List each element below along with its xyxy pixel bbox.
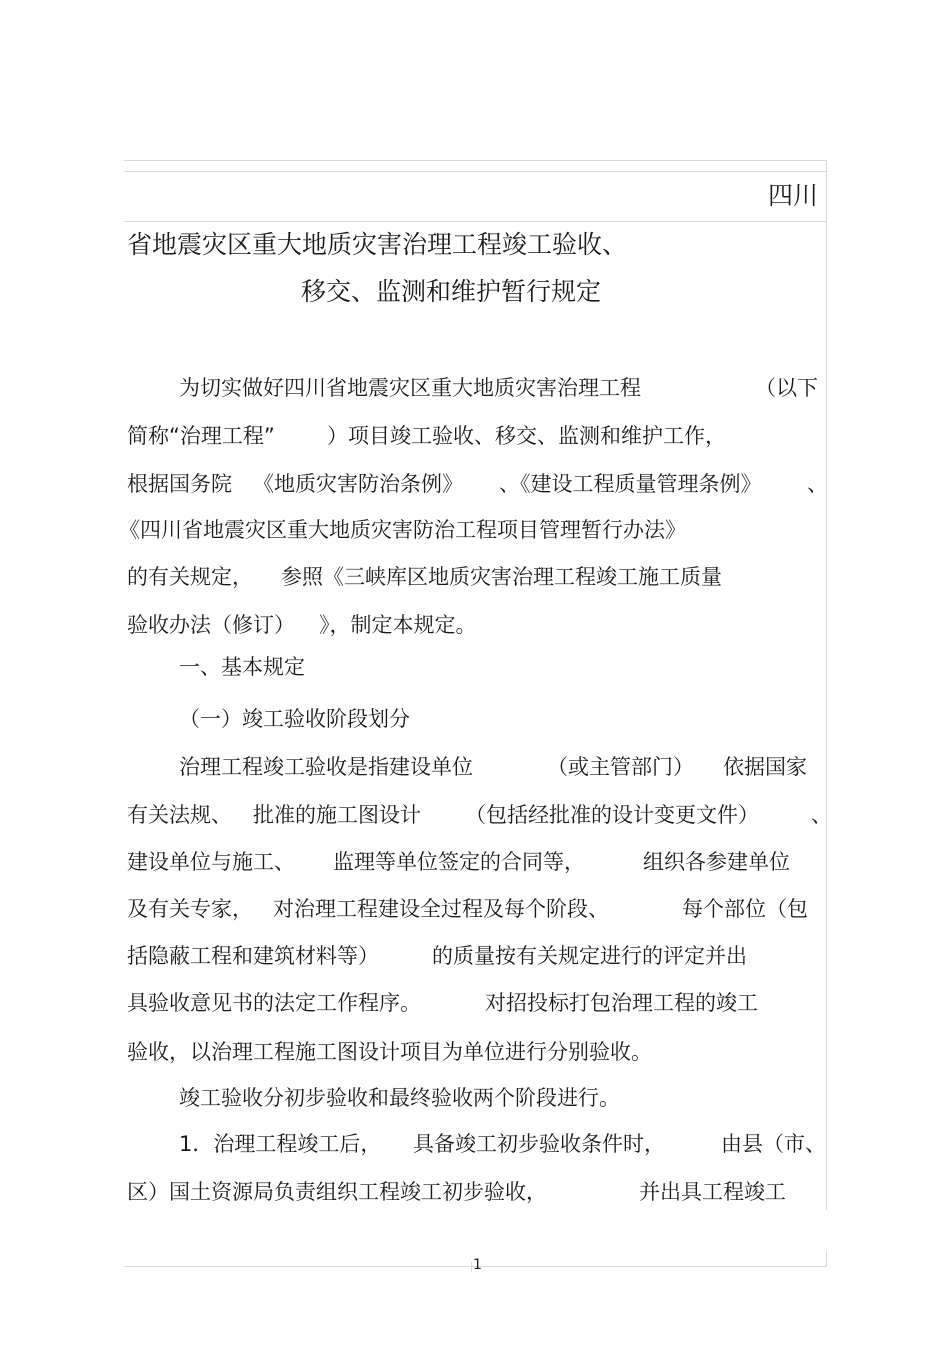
body-line-14 bbox=[127, 983, 827, 1023]
body-text: 对招投标打包治理工程的竣工 bbox=[485, 991, 758, 1015]
body-text: 验收办法（修订） bbox=[127, 613, 295, 637]
header-bottom-rule bbox=[124, 221, 827, 222]
body-line-17 bbox=[127, 1124, 827, 1164]
body-line-4 bbox=[119, 510, 827, 550]
body-text: 对治理工程建设全过程及每个阶段、 bbox=[273, 897, 609, 921]
body-text: 治理工程竣工验收是指建设单位 bbox=[179, 755, 473, 779]
body-text: 简称“治理工程” bbox=[127, 424, 275, 448]
body-line-18 bbox=[127, 1172, 827, 1212]
header-title-start: 四川 bbox=[768, 181, 819, 210]
body-text: 为切实做好四川省地震灾区重大地质灾害治理工程 bbox=[179, 376, 641, 400]
body-text: 具备竣工初步验收条件时， bbox=[413, 1132, 665, 1156]
body-text: 有关法规、 bbox=[127, 803, 232, 827]
body-text: 根据国务院 bbox=[127, 472, 232, 496]
body-text: 、 bbox=[811, 803, 832, 827]
body-line-11 bbox=[127, 842, 827, 882]
section-heading: 一、基本规定 bbox=[179, 655, 305, 679]
body-text: 批准的施工图设计 bbox=[253, 803, 421, 827]
body-line-2 bbox=[127, 416, 827, 456]
body-text: 的有关规定， bbox=[127, 565, 253, 589]
body-text: 及有关专家， bbox=[127, 897, 253, 921]
top-rule-1 bbox=[124, 160, 827, 161]
body-line-3 bbox=[127, 464, 827, 504]
body-line-5 bbox=[127, 557, 827, 597]
body-line-6 bbox=[127, 605, 827, 645]
body-line-10 bbox=[127, 795, 832, 835]
body-text: （或主管部门） bbox=[547, 755, 694, 779]
body-text: 、《建设工程质量管理条例》 bbox=[499, 472, 762, 496]
doc-title-line-2 bbox=[127, 272, 827, 312]
body-text: 区）国土资源局负责组织工程竣工初步验收， bbox=[127, 1180, 547, 1204]
body-line-15 bbox=[127, 1032, 827, 1072]
body-text: 括隐蔽工程和建筑材料等） bbox=[127, 944, 379, 968]
body-text: 《地质灾害防治条例》 bbox=[253, 472, 463, 496]
body-text: 1．治理工程竣工后， bbox=[179, 1132, 382, 1156]
doc-title-text-1: 省地震灾区重大地质灾害治理工程竣工验收、 bbox=[127, 230, 628, 259]
body-line-8 bbox=[127, 699, 827, 739]
body-text: 每个部位（包 bbox=[682, 897, 808, 921]
subsection-heading: （一）竣工验收阶段划分 bbox=[179, 707, 410, 731]
top-rule-2 bbox=[124, 171, 827, 172]
body-text: ）项目竣工验收、移交、监测和维护工作， bbox=[327, 424, 726, 448]
page-number: 1 bbox=[473, 1257, 482, 1273]
body-text: 参照《三峡库区地质灾害治理工程竣工施工质量 bbox=[281, 565, 722, 589]
body-text: 并出具工程竣工 bbox=[639, 1180, 786, 1204]
footer-center-tick bbox=[471, 1262, 472, 1272]
body-text: 、 bbox=[807, 472, 828, 496]
body-line-12 bbox=[127, 889, 827, 929]
doc-title-line-1 bbox=[127, 225, 827, 265]
body-text: 《四川省地震灾区重大地质灾害防治工程项目管理暂行办法》 bbox=[119, 518, 686, 542]
body-line-7 bbox=[127, 647, 827, 687]
body-text: 依据国家 bbox=[723, 755, 807, 779]
body-text: 组织各参建单位 bbox=[643, 850, 790, 874]
footer-right-tick bbox=[826, 1251, 827, 1267]
body-text: 》，制定本规定。 bbox=[319, 613, 477, 637]
body-line-16 bbox=[127, 1078, 827, 1118]
body-text: 验收，以治理工程施工图设计项目为单位进行分别验收。 bbox=[127, 1040, 652, 1064]
body-text: 的质量按有关规定进行的评定并出 bbox=[432, 944, 747, 968]
body-line-9 bbox=[127, 747, 827, 787]
body-text: （以下 bbox=[755, 376, 818, 400]
doc-title-text-2: 移交、监测和维护暂行规定 bbox=[301, 277, 602, 306]
body-text: 建设单位与施工、 bbox=[127, 850, 295, 874]
body-text: （包括经批准的设计变更文件） bbox=[465, 803, 759, 827]
body-text: 由县（市、 bbox=[721, 1132, 826, 1156]
body-text: 竣工验收分初步验收和最终验收两个阶段进行。 bbox=[179, 1086, 620, 1110]
body-line-13 bbox=[127, 936, 827, 976]
body-line-1 bbox=[127, 368, 827, 408]
body-text: 具验收意见书的法定工作程序。 bbox=[127, 991, 421, 1015]
body-text: 监理等单位签定的合同等， bbox=[333, 850, 585, 874]
